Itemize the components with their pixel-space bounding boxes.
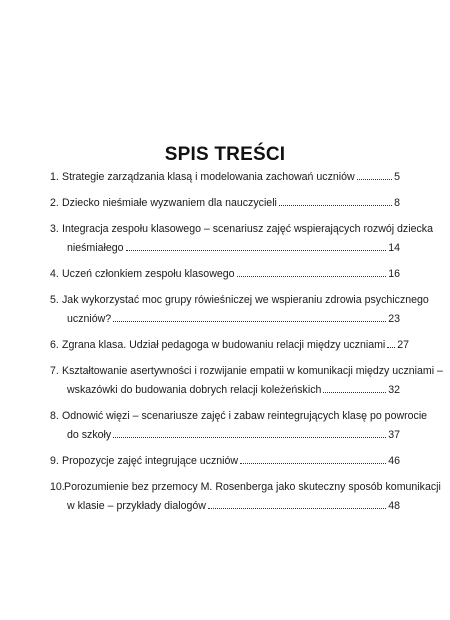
entry-page-number: 23 xyxy=(388,313,400,325)
toc-entry-9 xyxy=(50,452,400,471)
entry-title: Kształtowanie asertywności i rozwijanie empatii w komunikacji między uczniami – xyxy=(62,365,443,377)
toc-entry-7 xyxy=(50,362,443,400)
dot-leader xyxy=(279,205,392,206)
entry-page-number: 46 xyxy=(388,455,400,467)
entry-page-number: 32 xyxy=(388,384,400,396)
entry-title-continued: do szkoły xyxy=(67,429,112,441)
toc-entry-5 xyxy=(50,291,429,329)
toc-entry-3 xyxy=(50,220,433,258)
dot-leader xyxy=(387,347,395,348)
toc-entry-6 xyxy=(50,336,410,355)
entry-page-number: 5 xyxy=(394,171,400,183)
entry-title: Uczeń członkiem zespołu klasowego xyxy=(62,268,235,280)
entry-page-number: 16 xyxy=(388,268,400,280)
dot-leader xyxy=(323,392,386,393)
entry-title: Odnowić więzi – scenariusze zajęć i zabaw reintegrujących klasę po powrocie xyxy=(62,410,428,422)
toc-entry-4 xyxy=(50,265,400,284)
entry-title-continued: wskazówki do budowania dobrych relacji koleżeńskich xyxy=(67,384,322,396)
entry-number: 3. xyxy=(50,223,59,235)
dot-leader xyxy=(237,276,387,277)
entry-number: 6. xyxy=(50,339,59,351)
entry-number: 5. xyxy=(50,294,59,306)
entry-title-continued: nieśmiałego xyxy=(67,242,124,254)
entry-number: 4. xyxy=(50,268,59,280)
toc-entry-1 xyxy=(50,168,400,187)
entry-page-number: 48 xyxy=(388,500,400,512)
entry-number: 9. xyxy=(50,455,59,467)
table-of-contents xyxy=(50,168,443,516)
entry-title-continued: uczniów? xyxy=(67,313,112,325)
entry-title: Dziecko nieśmiałe wyzwaniem dla nauczycieli xyxy=(62,197,277,209)
entry-number: 2. xyxy=(50,197,59,209)
dot-leader xyxy=(357,179,392,180)
entry-page-number: 27 xyxy=(397,339,410,351)
entry-page-number: 37 xyxy=(388,429,400,441)
toc-entry-2 xyxy=(50,194,400,213)
entry-number: 7. xyxy=(50,365,59,377)
entry-title: Jak wykorzystać moc grupy rówieśniczej we wspieraniu zdrowia psychicznego xyxy=(62,294,429,306)
entry-title: Strategie zarządzania klasą i modelowania zachowań uczniów xyxy=(62,171,355,183)
dot-leader xyxy=(113,437,386,438)
entry-page-number: 14 xyxy=(388,242,400,254)
entry-number: 1. xyxy=(50,171,59,183)
entry-title: Propozycje zajęć integrujące uczniów xyxy=(62,455,239,467)
dot-leader xyxy=(240,463,386,464)
entry-title: Integracja zespołu klasowego – scenariusz zajęć wspierających rozwój dziecka xyxy=(62,223,433,235)
entry-number: 10. xyxy=(50,481,65,493)
toc-entry-10 xyxy=(50,478,441,516)
dot-leader xyxy=(113,321,386,322)
toc-entry-8 xyxy=(50,407,428,445)
page-title: SPIS TREŚCI xyxy=(164,144,286,165)
entry-title: Zgrana klasa. Udział pedagoga w budowaniu relacji między uczniami xyxy=(62,339,386,351)
entry-page-number: 8 xyxy=(394,197,400,209)
entry-title: Porozumienie bez przemocy M. Rosenberga jako skuteczny sposób komunikacji xyxy=(64,481,441,493)
entry-number: 8. xyxy=(50,410,59,422)
entry-title-continued: w klasie – przykłady dialogów xyxy=(67,500,206,512)
dot-leader xyxy=(126,250,387,251)
dot-leader xyxy=(208,508,386,509)
